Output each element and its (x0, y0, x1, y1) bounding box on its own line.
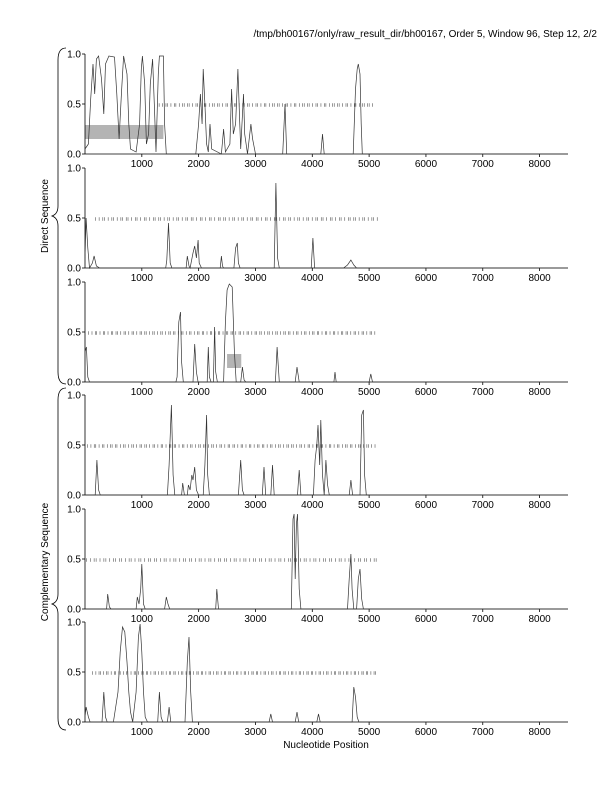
x-tick-label: 2000 (187, 614, 210, 625)
direct-sequence-label: Direct Sequence (40, 179, 51, 253)
y-tick-label: 0.5 (67, 440, 81, 452)
x-tick-label: 1000 (130, 500, 153, 511)
panel-4 (67, 391, 568, 512)
x-tick-label: 6000 (414, 614, 438, 625)
complementary-sequence-label: Complementary Sequence (40, 502, 51, 622)
series-line (85, 514, 568, 609)
x-tick-label: 2000 (187, 273, 210, 284)
x-tick-label: 4000 (301, 273, 324, 284)
x-tick-label: 7000 (471, 727, 494, 738)
x-tick-label: 7000 (471, 159, 494, 170)
series-line (85, 56, 568, 154)
panel-1 (67, 50, 568, 171)
panels (67, 50, 568, 739)
x-tick-label: 4000 (301, 727, 324, 738)
x-tick-label: 8000 (528, 387, 551, 398)
y-tick-label: 0.0 (67, 717, 81, 729)
y-tick-label: 0.0 (67, 604, 81, 616)
x-tick-label: 4000 (301, 614, 324, 625)
y-tick-label: 0.0 (67, 149, 81, 161)
y-tick-label: 1.0 (67, 617, 81, 629)
x-tick-label: 8000 (528, 500, 551, 511)
x-tick-label: 5000 (357, 500, 381, 511)
x-tick-label: 5000 (357, 159, 381, 170)
y-tick-label: 0.5 (67, 667, 81, 679)
x-tick-label: 1000 (130, 387, 153, 398)
x-tick-label: 8000 (528, 614, 551, 625)
direct-group-brace (52, 48, 66, 384)
x-tick-label: 2000 (187, 500, 210, 511)
y-tick-label: 0.5 (67, 99, 81, 111)
y-tick-label: 1.0 (67, 390, 81, 402)
x-tick-label: 7000 (471, 273, 494, 284)
x-tick-label: 2000 (187, 727, 210, 738)
x-tick-label: 1000 (130, 159, 153, 170)
complementary-group-brace (52, 388, 66, 730)
x-tick-label: 4000 (301, 159, 324, 170)
x-tick-label: 6000 (414, 500, 438, 511)
y-tick-label: 0.0 (67, 490, 81, 502)
panel-3 (67, 278, 568, 399)
x-tick-label: 6000 (414, 387, 438, 398)
x-tick-label: 6000 (414, 273, 438, 284)
x-tick-label: 3000 (244, 273, 267, 284)
x-tick-label: 8000 (528, 727, 551, 738)
x-tick-label: 7000 (471, 387, 494, 398)
x-tick-label: 3000 (244, 727, 267, 738)
x-tick-label: 4000 (301, 387, 324, 398)
x-tick-label: 1000 (130, 273, 153, 284)
x-tick-label: 1000 (130, 614, 153, 625)
y-tick-label: 0.0 (67, 377, 81, 389)
x-tick-label: 6000 (414, 159, 438, 170)
y-tick-label: 0.5 (67, 213, 81, 225)
panel-6 (67, 618, 568, 739)
y-tick-label: 1.0 (67, 504, 81, 516)
y-tick-label: 0.5 (67, 554, 81, 566)
x-tick-label: 3000 (244, 500, 267, 511)
x-tick-label: 4000 (301, 500, 324, 511)
x-tick-label: 8000 (528, 273, 551, 284)
highlight-box (227, 354, 241, 368)
y-tick-label: 0.5 (67, 327, 81, 339)
y-tick-label: 0.0 (67, 263, 81, 275)
x-tick-label: 7000 (471, 500, 494, 511)
x-tick-label: 3000 (244, 159, 267, 170)
x-tick-label: 8000 (528, 159, 551, 170)
x-tick-label: 1000 (130, 727, 153, 738)
header-title: /tmp/bh00167/only/raw_result_dir/bh00167, Order 5, Window 96, Step 12, 2/2 (253, 29, 597, 40)
y-tick-label: 1.0 (67, 49, 81, 61)
highlight-box (85, 125, 163, 139)
x-tick-label: 2000 (187, 159, 210, 170)
x-tick-label: 7000 (471, 614, 494, 625)
x-tick-label: 3000 (244, 387, 267, 398)
x-tick-label: 3000 (244, 614, 267, 625)
y-tick-label: 1.0 (67, 277, 81, 289)
panel-5 (67, 505, 568, 626)
y-tick-label: 1.0 (67, 163, 81, 175)
series-line (85, 405, 568, 495)
x-tick-label: 5000 (357, 387, 381, 398)
panel-2 (67, 164, 568, 285)
x-tick-label: 5000 (357, 273, 381, 284)
x-tick-label: 5000 (357, 727, 381, 738)
x-tick-label: 5000 (357, 614, 381, 625)
series-line (85, 183, 568, 268)
x-tick-label: 6000 (414, 727, 438, 738)
x-tick-label: 2000 (187, 387, 210, 398)
x-axis-title: Nucleotide Position (283, 740, 369, 751)
